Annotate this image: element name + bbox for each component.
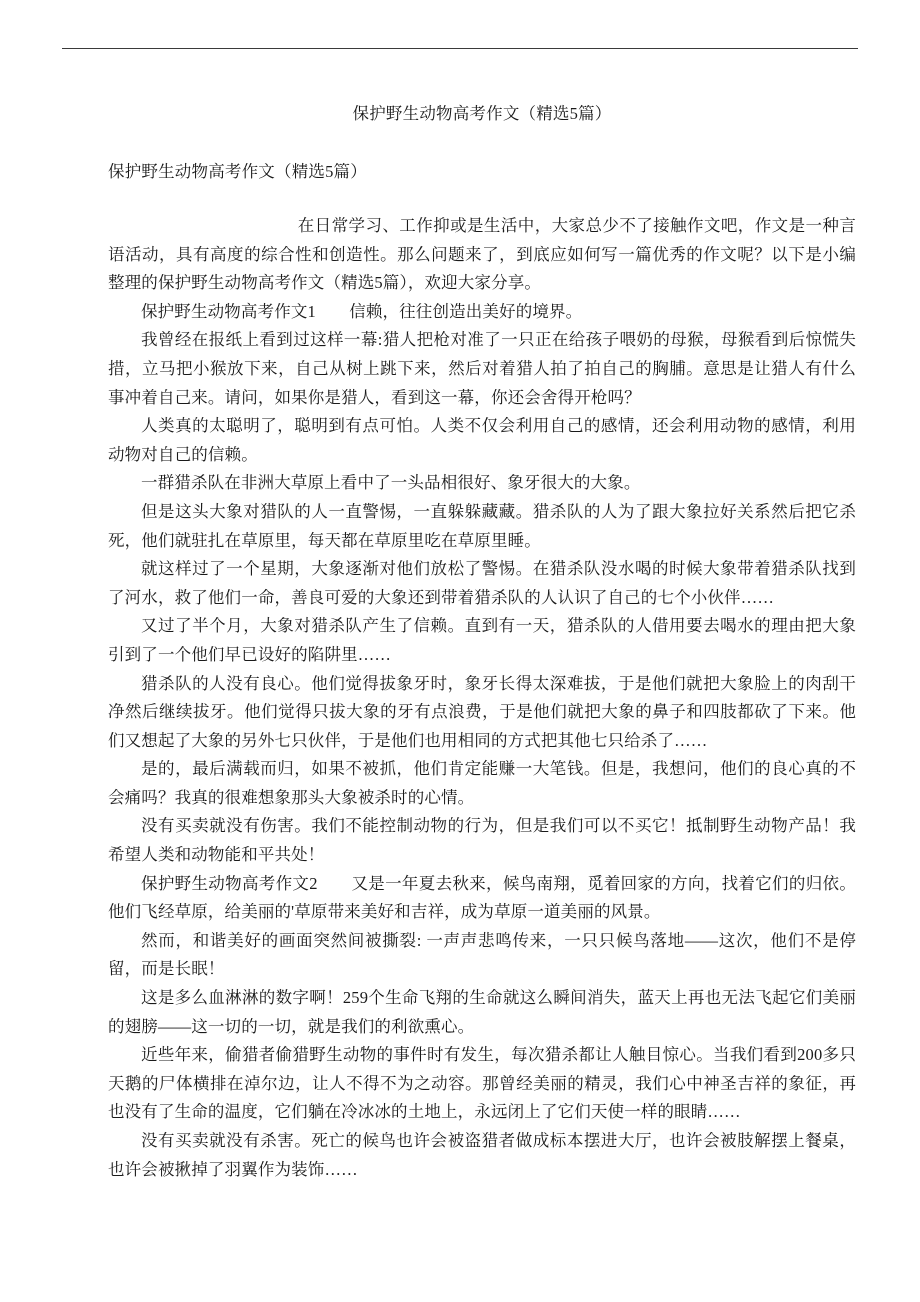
paragraph: 近些年来，偷猎者偷猎野生动物的事件时有发生，每次猎杀都让人触目惊心。当我们看到200多只天鹅的尸体横排在淖尔边，让人不得不为之动容。那曾经美丽的精灵，我们心中神圣吉祥的象征，再也没有了生命的温度，它们躺在冷冰冰的土地上，永远闭上了它们天使一样的眼睛…… (108, 1045, 856, 1122)
page-title: 保护野生动物高考作文（精选5篇） (352, 104, 612, 123)
essay-1-heading-line: 保护野生动物高考作文1 信赖，往往创造出美好的境界。 (141, 301, 583, 321)
paragraph: 人类真的太聪明了，聪明到有点可怕。人类不仅会利用自己的感情，还会利用动物的感情，利用动物对自己的信赖。 (108, 416, 856, 464)
intro-paragraph: 在日常学习、工作抑或是生活中，大家总少不了接触作文吧，作文是一种言语活动，具有高度的综合性和创造性。那么问题来了，到底应如何写一篇优秀的作文呢？以下是小编整理的保护野生动物高考作文（精选5篇），欢迎大家分享。 (108, 216, 856, 293)
paragraph: 但是这头大象对猎队的人一直警惕，一直躲躲藏藏。猎杀队的人为了跟大象拉好关系然后把它杀死，他们就驻扎在草原里，每天都在草原里吃在草原里睡。 (108, 501, 856, 550)
document-subtitle: 保护野生动物高考作文（精选5篇） (108, 162, 367, 181)
paragraph: 又过了半个月，大象对猎杀队产生了信赖。直到有一天，猎杀队的人借用要去喝水的理由把大象引到了一个他们早已设好的陷阱里…… (108, 616, 856, 664)
paragraph: 没有买卖就没有伤害。我们不能控制动物的行为，但是我们可以不买它！抵制野生动物产品！我希望人类和动物能和平共处！ (108, 816, 856, 865)
paragraph: 是的，最后满载而归，如果不被抓，他们肯定能赚一大笔钱。但是，我想问，他们的良心真的不会痛吗？我真的很难想象那头大象被杀时的心情。 (108, 759, 856, 807)
essay-2-heading-line: 保护野生动物高考作文2 又是一年夏去秋来，候鸟南翔，觅着回家的方向，找着它们的归依。他们飞经草原，给美丽的'草原带来美好和吉祥，成为草原一道美丽的风景。 (108, 873, 856, 922)
paragraph: 没有买卖就没有杀害。死亡的候鸟也许会被盗猎者做成标本摆进大厅，也许会被肢解摆上餐桌，也许会被揪掉了羽翼作为装饰…… (108, 1131, 856, 1179)
document-content (108, 100, 856, 1184)
paragraph: 我曾经在报纸上看到过这样一幕:猎人把枪对准了一只正在给孩子喂奶的母猴，母猴看到后惊慌失措，立马把小猴放下来，自己从树上跳下来，然后对着猎人拍了拍自己的胸脯。意思是让猎人有什么事冲着自己来。请问，如果你是猎人，看到这一幕，你还会舍得开枪吗？ (108, 330, 856, 407)
paragraph: 就这样过了一个星期，大象逐渐对他们放松了警惕。在猎杀队没水喝的时候大象带着猎杀队找到了河水，救了他们一命，善良可爱的大象还到带着猎杀队的人认识了自己的七个小伙伴…… (108, 559, 856, 607)
paragraph: 猎杀队的人没有良心。他们觉得拔象牙时，象牙长得太深难拔，于是他们就把大象脸上的肉刮干净然后继续拔牙。他们觉得只拔大象的牙有点浪费，于是他们就把大象的鼻子和四肢都砍了下来。他们又想起了大象的另外七只伙伴，于是他们也用相同的方式把其他七只给杀了…… (108, 673, 856, 750)
paragraph: 一群猎杀队在非洲大草原上看中了一头品相很好、象牙很大的大象。 (141, 473, 641, 493)
paragraph: 这是多么血淋淋的数字啊！259个生命飞翔的生命就这么瞬间消失，蓝天上再也无法飞起它们美丽的翅膀——这一切的一切，就是我们的利欲熏心。 (108, 988, 856, 1036)
paragraph: 然而，和谐美好的画面突然间被撕裂: 一声声悲鸣传来，一只只候鸟落地——这次，他们不是停留，而是长眠！ (108, 930, 856, 979)
header-divider-rule (62, 48, 858, 49)
